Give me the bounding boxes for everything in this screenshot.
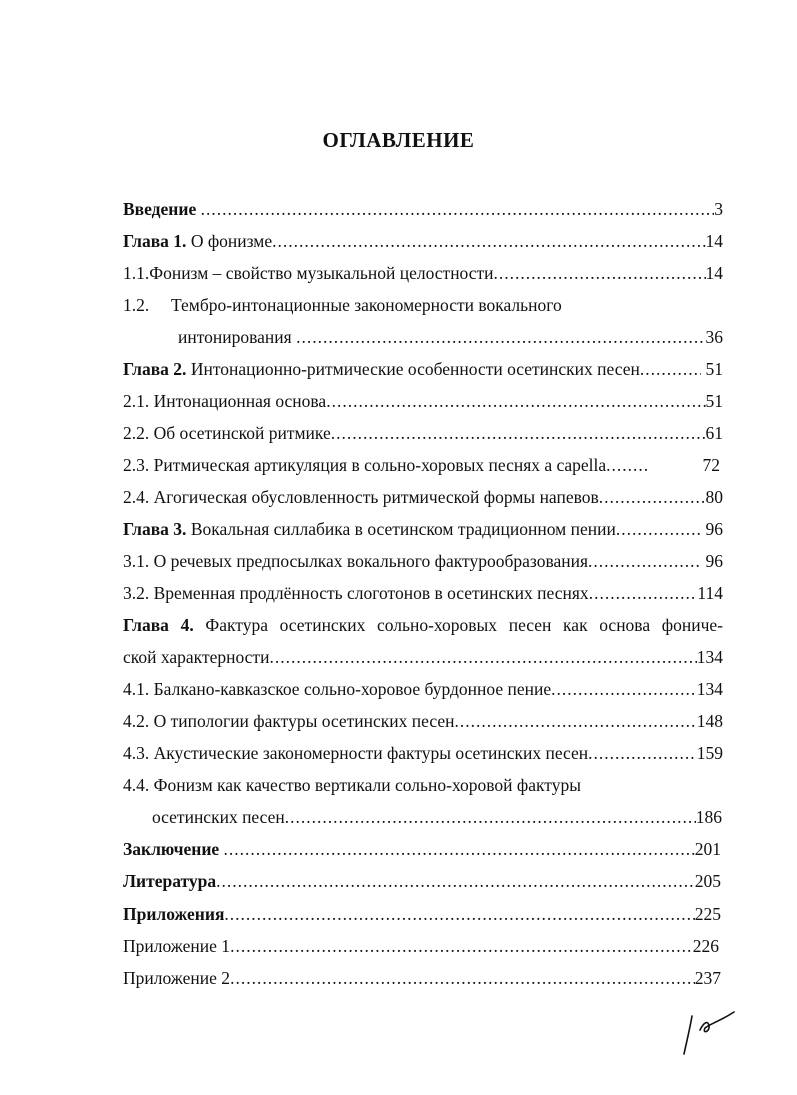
toc-entry-label: Глава 1. [123, 231, 187, 251]
toc-entry-2-3[interactable] [123, 454, 720, 476]
toc-page-number: 148 [696, 711, 723, 731]
toc-entry-label: Глава 4. [123, 615, 194, 635]
toc-entry-text: 4.4. Фонизм как качество вертикали сольно-хоровой фактуры [123, 775, 581, 795]
toc-entry-label: Глава 3. [123, 519, 187, 539]
toc-page-number: 3 [714, 199, 723, 219]
toc-entry-text: 2.2. Об осетинской ритмике [123, 423, 331, 443]
toc-leader [494, 262, 706, 284]
toc-entry-label: Литература [123, 871, 217, 891]
toc-entry-3-1[interactable] [123, 550, 723, 572]
toc-leader [296, 326, 705, 348]
toc-entry-text: 3.2. Временная продлённость слоготонов в осетинских песнях [123, 583, 589, 603]
toc-page-number: 225 [694, 904, 721, 924]
toc-entry-text: 2.3. Ритмическая артикуляция в сольно-хоровых песнях a capella [123, 455, 607, 475]
toc-page-number: 36 [705, 327, 723, 347]
toc-leader [216, 870, 695, 892]
toc-entry-text: 2.1. Интонационная основа [123, 391, 327, 411]
toc-leader [230, 967, 695, 989]
toc-entry-text: осетинских песен [152, 807, 285, 827]
toc-entry-text: Приложение 1 [123, 936, 231, 956]
toc-entry-text: Приложение 2 [123, 968, 231, 988]
toc-leader [272, 230, 705, 252]
toc-entry-text: Тембро-интонационные закономерности вокального [171, 295, 562, 315]
toc-leader [588, 742, 697, 764]
toc-leader [551, 678, 697, 700]
toc-page-number: 72 [702, 455, 720, 475]
toc-page-number: 61 [705, 423, 723, 443]
toc-entry-text: 2.4. Агогическая обусловленность ритмической формы напевов [123, 487, 599, 507]
toc-page-number: 51 [705, 391, 723, 411]
toc-leader [224, 903, 694, 925]
toc-entry-label: Глава 2. [123, 359, 187, 379]
toc-leader [640, 358, 701, 380]
toc-page-number: 226 [692, 936, 719, 956]
toc-entry-chapter-3[interactable] [123, 518, 723, 540]
toc-entry-1-2-continued[interactable] [178, 326, 723, 348]
toc-entry-2-4[interactable] [123, 486, 723, 508]
toc-entry-number: 1.1. [123, 263, 150, 283]
toc-entry-label: Приложения [123, 904, 225, 924]
toc-page-number: 14 [705, 263, 723, 283]
toc-entry-chapter-1[interactable] [123, 230, 723, 252]
toc-leader [230, 935, 693, 957]
toc-entry-4-3[interactable] [123, 742, 723, 764]
toc-entry-appendix-1[interactable] [123, 935, 719, 957]
toc-page-number: 96 [705, 551, 723, 571]
toc-leader [326, 390, 705, 412]
toc-entry-3-2[interactable] [123, 582, 723, 604]
toc-page-number: 14 [705, 231, 723, 251]
toc-entry-chapter-4-continued[interactable] [123, 646, 723, 668]
toc-leader [201, 198, 715, 220]
toc-page-number: 201 [694, 839, 721, 859]
toc-entry-text: ской характерности [123, 647, 270, 667]
toc-entry-introduction[interactable] [123, 198, 723, 220]
toc-entry-chapter-2[interactable] [123, 358, 723, 380]
toc-entry-2-1[interactable] [123, 390, 723, 412]
toc-entry-4-4-continued[interactable] [152, 806, 722, 828]
toc-page-number: 134 [696, 679, 723, 699]
toc-entry-chapter-4[interactable] [123, 614, 723, 636]
toc-leader [454, 710, 696, 732]
toc-entry-text: 4.2. О типологии фактуры осетинских песен [123, 711, 455, 731]
handwritten-signature-mark [678, 1008, 738, 1058]
toc-entry-number: 1.2. [123, 295, 150, 315]
toc-entry-text: 3.1. О речевых предпосылках вокального фактурообразования [123, 551, 589, 571]
toc-page-number: 96 [705, 519, 723, 539]
toc-leader [588, 550, 701, 572]
toc-entry-text: 4.3. Акустические закономерности фактуры осетинских песен [123, 743, 589, 763]
toc-entry-label: Заключение [123, 839, 220, 859]
toc-page-number: 205 [694, 871, 721, 891]
toc-entry-text: Вокальная силлабика в осетинском традиционном пении [190, 519, 616, 539]
toc-leader [331, 422, 706, 444]
toc-entry-1-2[interactable] [123, 294, 723, 316]
toc-entry-4-1[interactable] [123, 678, 723, 700]
toc-leader [606, 454, 650, 476]
toc-entry-appendices[interactable] [123, 903, 721, 925]
toc-page-number: 51 [705, 359, 723, 379]
toc-leader [224, 838, 695, 860]
toc-entry-appendix-2[interactable] [123, 967, 721, 989]
toc-leader [589, 582, 698, 604]
toc-entry-4-4[interactable] [123, 774, 723, 796]
toc-page-number: 186 [695, 807, 722, 827]
toc-entry-text: Интонационно-ритмические особенности осетинских песен [190, 359, 640, 379]
page-title: ОГЛАВЛЕНИЕ [322, 128, 475, 152]
toc-entry-conclusion[interactable] [123, 838, 721, 860]
toc-entry-2-2[interactable] [123, 422, 723, 444]
toc-page-number: 134 [696, 647, 723, 667]
toc-page-number: 237 [694, 968, 721, 988]
toc-entry-text: Фонизм – свойство музыкальной целостности [149, 263, 494, 283]
toc-page-number: 159 [696, 743, 723, 763]
toc-entry-4-2[interactable] [123, 710, 723, 732]
toc-leader [616, 518, 701, 540]
toc-page-number: 114 [697, 583, 723, 603]
toc-entry-text: О фонизме [190, 231, 273, 251]
toc-entry-text: Фактура осетинских сольно-хоровых песен как основа фониче- [205, 615, 723, 635]
toc-entry-1-1[interactable] [123, 262, 723, 284]
toc-page-number: 80 [705, 487, 723, 507]
toc-entry-text: 4.1. Балкано-кавказское сольно-хоровое бурдонное пение [123, 679, 552, 699]
toc-leader [599, 486, 706, 508]
toc-leader [269, 646, 696, 668]
toc-leader [285, 806, 696, 828]
toc-entry-literature[interactable] [123, 870, 721, 892]
toc-entry-label: Введение [123, 199, 197, 219]
toc-entry-text: интонирования [178, 327, 292, 347]
